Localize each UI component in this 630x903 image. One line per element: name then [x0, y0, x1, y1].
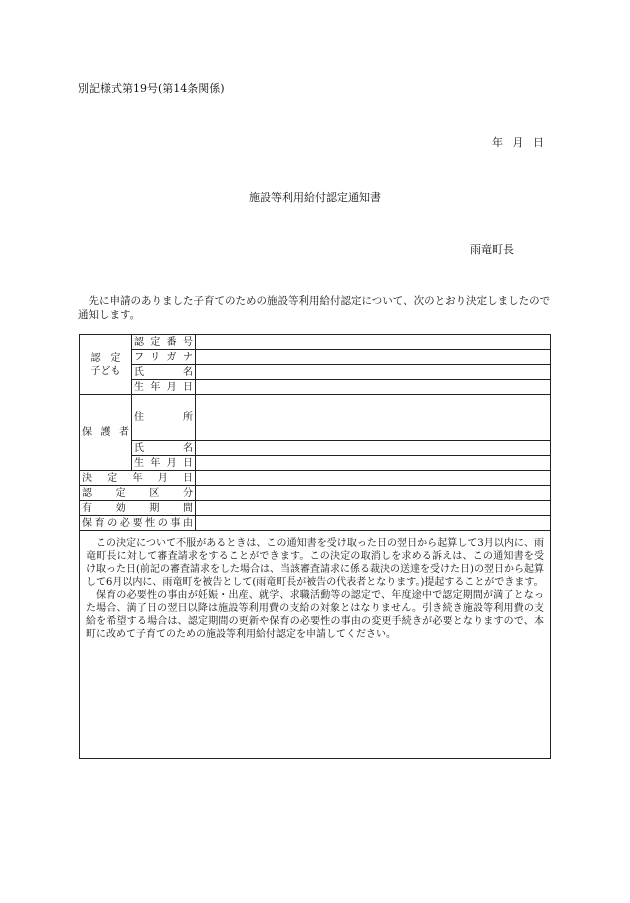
appeal-notice: この決定について不服があるときは、この通知書を受け取った日の翌日から起算して3月以内に、雨竜町長に対して審査請求をすることができます。この決定の取消しを求める訴えは、この通知書を受け取った日(前記の審査請求をした場合は、当該審査請求に係る裁決の送達を受けた日)の翌日から起算して6月以内に、雨竜町を被告として(雨竜町長が被告の代表者となります。)提起することができます。	[86, 538, 544, 588]
child-furigana-label: フリガナ	[132, 350, 196, 365]
date-line: 年 月 日	[492, 136, 544, 149]
table-row	[80, 456, 551, 471]
decision-date-label: 決定年月日	[80, 471, 196, 486]
child-group-label-line2: 子ども	[90, 365, 121, 377]
table-row	[80, 441, 551, 456]
child-furigana-field	[196, 350, 551, 365]
table-row	[80, 365, 551, 380]
table-row	[80, 531, 551, 759]
necessity-reason-label: 保育の必要性の事由	[80, 516, 196, 531]
document-title: 施設等利用給付認定通知書	[249, 191, 381, 204]
validity-period-label: 有効期間	[80, 501, 196, 516]
necessity-reason-field	[196, 516, 551, 531]
guardian-birthdate-field	[196, 456, 551, 471]
table-row	[80, 335, 551, 350]
child-certificate-number-field	[196, 335, 551, 350]
guardian-name-label: 氏名	[132, 441, 196, 456]
guardian-address-field	[196, 395, 551, 441]
issuer-name: 雨竜町長	[470, 243, 514, 256]
guardian-name-field	[196, 441, 551, 456]
guardian-group-label: 保護者	[80, 395, 132, 471]
child-group-label	[80, 335, 132, 395]
notes-cell	[80, 531, 551, 759]
child-group-label-line1: 認 定	[90, 352, 121, 364]
form-number: 別記様式第19号(第14条関係)	[78, 82, 225, 95]
table-row	[80, 395, 551, 441]
certification-category-field	[196, 486, 551, 501]
table-row	[80, 501, 551, 516]
guardian-birthdate-label: 生年月日	[132, 456, 196, 471]
child-certificate-number-label: 認定番号	[132, 335, 196, 350]
child-birthdate-label: 生年月日	[132, 380, 196, 395]
decision-date-field	[196, 471, 551, 486]
certification-category-label: 認定区分	[80, 486, 196, 501]
table-row	[80, 516, 551, 531]
validity-period-field	[196, 501, 551, 516]
table-row	[80, 380, 551, 395]
table-row	[80, 350, 551, 365]
child-birthdate-field	[196, 380, 551, 395]
renewal-notice: 保育の必要性の事由が妊娠・出産、就学、求職活動等の認定で、年度途中で認定期間が満了となった場合、満了日の翌日以降は施設等利用費の支給の対象とはなりません。引き続き施設等利用費の支給を希望する場合は、認定期間の更新や保育の必要性の事由の変更手続きが必要となりますので、本町に改めて子育てのための施設等利用給付認定を申請してください。	[86, 590, 544, 640]
child-name-field	[196, 365, 551, 380]
table-row	[80, 471, 551, 486]
intro-paragraph: 先に申請のありました子育てのための施設等利用給付認定について、次のとおり決定しましたので通知します。	[78, 295, 551, 321]
table-row	[80, 486, 551, 501]
certification-form-table	[79, 334, 551, 759]
child-name-label: 氏名	[132, 365, 196, 380]
guardian-address-label: 住所	[132, 395, 196, 441]
